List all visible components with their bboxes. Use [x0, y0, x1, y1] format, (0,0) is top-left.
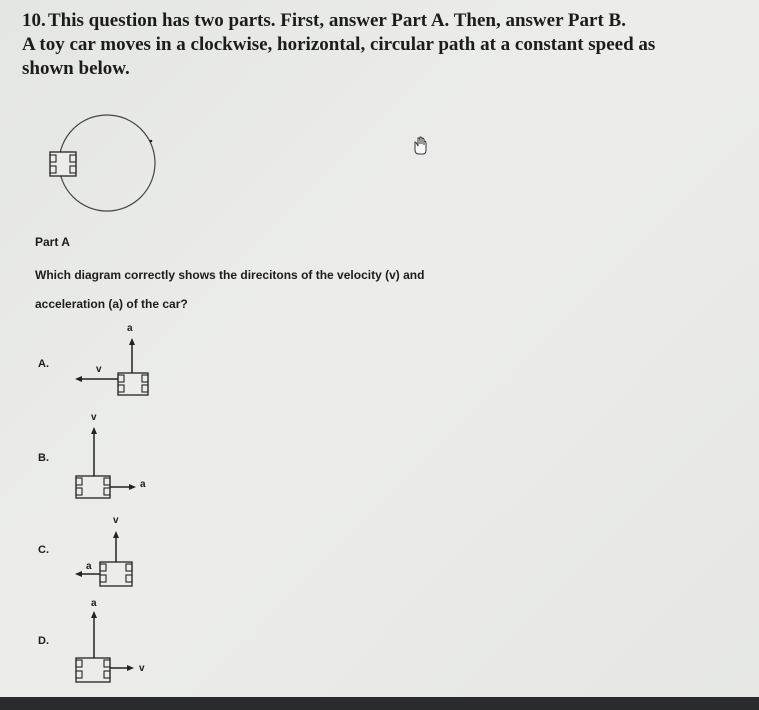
- option-c-letter[interactable]: C.: [38, 544, 49, 556]
- toy-car-icon: [50, 152, 76, 176]
- option-c-diagram: [75, 531, 132, 586]
- arrow-left-head: [75, 376, 82, 382]
- option-a-letter[interactable]: A.: [38, 358, 49, 370]
- option-b-side-label: a: [140, 479, 146, 490]
- option-a-diagram: [75, 338, 148, 395]
- option-a-side-label: v: [96, 364, 102, 375]
- option-b-diagram: [76, 427, 136, 498]
- question-line-2: A toy car moves in a clockwise, horizontal, circular path at a constant speed as: [22, 34, 656, 55]
- circular-path-figure: [50, 115, 155, 211]
- part-a-label: Part A: [35, 235, 70, 249]
- option-c-up-label: v: [113, 515, 119, 526]
- part-a-prompt-line-1: Which diagram correctly shows the direcitons of the velocity (v) and: [35, 268, 425, 282]
- bottom-edge-bar: [0, 697, 759, 710]
- path-marker-dot: [150, 140, 153, 143]
- hand-cursor-icon: [415, 137, 426, 154]
- part-a-prompt-line-2: acceleration (a) of the car?: [35, 297, 188, 311]
- option-b-letter[interactable]: B.: [38, 452, 49, 464]
- arrow-up-head: [129, 338, 135, 345]
- option-b-up-label: v: [91, 412, 97, 423]
- option-d-side-label: v: [139, 663, 145, 674]
- question-line-1: This question has two parts. First, answer Part A. Then, answer Part B.: [48, 10, 626, 31]
- option-c-side-label: a: [86, 561, 92, 572]
- option-d-letter[interactable]: D.: [38, 635, 49, 647]
- option-d-up-label: a: [91, 598, 97, 609]
- option-d-diagram: [76, 611, 134, 682]
- question-line-3: shown below.: [22, 58, 130, 79]
- question-number: 10.: [22, 10, 46, 31]
- option-a-up-label: a: [127, 323, 133, 334]
